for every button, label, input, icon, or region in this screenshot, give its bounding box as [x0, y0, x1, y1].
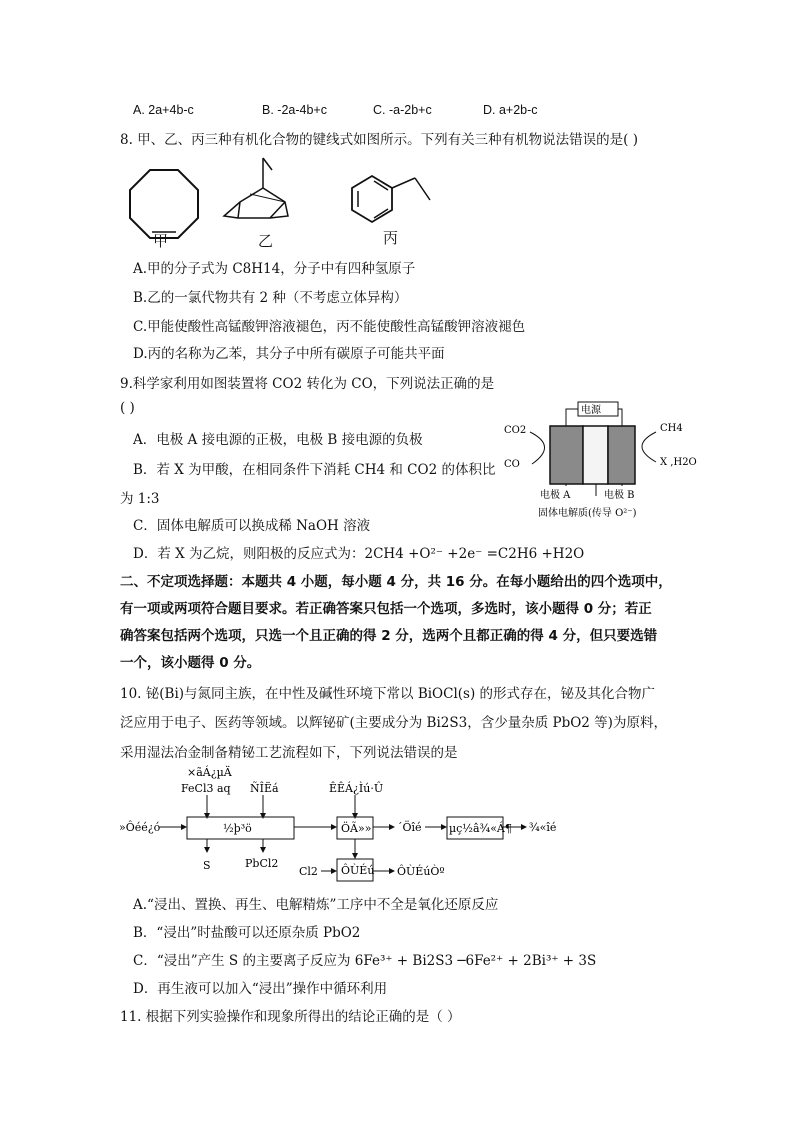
flow-cl2: Cl2 — [299, 865, 318, 878]
q8-option-d: D.丙的名称为乙苯，其分子中所有碳原子可能共平面 — [133, 346, 445, 362]
q9-option-b: B．若 X 为甲酸，在相同条件下消耗 CH4 和 CO2 的体积比 — [133, 462, 496, 478]
flow-s: S — [203, 859, 211, 872]
section2-line1: 二、不定项选择题：本题共 4 小题，每小题 4 分，共 16 分。在每小题给出的四个选项中， — [120, 574, 672, 590]
ch4-label: CH4 — [660, 423, 683, 434]
q10-line1: 10. 铋(Bi)与氮同主族，在中性及碱性环境下常以 BiOCl(s) 的形式存在，铋及其化合物广 — [120, 686, 656, 702]
power-label: 电源 — [581, 405, 601, 416]
q9-paren: ( ) — [120, 400, 135, 416]
flow-end: ¾«îé — [529, 821, 557, 834]
section2-line2: 有一项或两项符合题目要求。若正确答案只包括一个选项，多选时，该小题得 0 分；若正 — [120, 601, 652, 617]
q10-option-a: A.“浸出、置换、再生、电解精炼”工序中不全是氧化还原反应 — [133, 897, 499, 913]
q10-option-c: C．“浸出”产生 S 的主要离子反应为 6Fe³⁺ + Bi2S3 ─6Fe²⁺ + 2Bi³⁺ + 3S — [133, 953, 597, 969]
electrode-b — [608, 426, 635, 484]
label-yi: 乙 — [258, 232, 274, 250]
label-jia: 甲 — [153, 232, 169, 250]
q9-option-a: A．电极 A 接电源的正极，电极 B 接电源的负极 — [133, 432, 423, 448]
flow-top1: ×ãÁ¿µÄ — [187, 766, 232, 779]
section2-line3: 确答案包括两个选项，只选一个且正确的得 2 分，选两个且都正确的得 4 分，但只要选错 — [120, 628, 658, 644]
electrode-b-label: 电极 B — [604, 490, 635, 501]
electrolysis-diagram — [500, 398, 710, 523]
q9-option-c: C．固体电解质可以换成稀 NaOH 溶液 — [133, 518, 371, 534]
q9-stem: 9.科学家利用如图装置将 CO2 转化为 CO，下列说法正确的是 — [120, 376, 495, 392]
q10-option-b: B．“浸出”时盐酸可以还原杂质 PbO2 — [133, 925, 361, 941]
co2-label: CO2 — [504, 425, 527, 436]
q9-option-b-cont: 为 1:3 — [120, 491, 160, 507]
q8-option-c: C.甲能使酸性高锰酸钾溶液褪色，丙不能使酸性高锰酸钾溶液褪色 — [133, 319, 526, 335]
flow-start: »Ôéé¿ó — [119, 821, 161, 834]
solid-electrolyte — [583, 426, 608, 484]
q9-option-d: D．若 X 为乙烷，则阳极的反应式为：2CH4 +O²⁻ +2e⁻ =C2H6 +H2O — [133, 546, 585, 562]
electrode-a-label: 电极 A — [540, 490, 571, 501]
q7-option-d: D. a+2b-c — [483, 103, 538, 117]
x-h2o-label: X ,H2O — [660, 457, 697, 468]
q7-option-c: C. -a-2b+c — [373, 103, 432, 117]
co-label: CO — [504, 459, 520, 470]
section2-line4: 一个，该小题得 0 分。 — [120, 655, 261, 671]
flow-box4: ÔÙÉú — [341, 864, 375, 877]
flow-mid: ´Öîé — [397, 821, 422, 834]
q7-option-b: B. -2a-4b+c — [262, 103, 327, 117]
flow-top2: ÑÎËá — [250, 782, 279, 795]
q8-option-a: A.甲的分子式为 C8H14，分子中有四种氢原子 — [133, 261, 416, 277]
electrolyte-label: 固体电解质(传导 O²⁻) — [538, 508, 637, 519]
q7-option-a: A. 2a+4b-c — [133, 103, 194, 117]
q8-structures — [120, 150, 450, 250]
flow-box1: ½þ³ö — [223, 822, 252, 835]
flow-top3: ÊÊÁ¿Ìú·Û — [329, 782, 384, 795]
electrode-a — [550, 426, 583, 484]
flow-pbcl2: PbCl2 — [245, 857, 279, 870]
flow-box2: ÖÃ»» — [341, 822, 372, 835]
q8-option-b: B.乙的一氯代物共有 2 种（不考虑立体异构） — [133, 290, 408, 306]
q10-line2: 泛应用于电子、医药等领域。以辉铋矿(主要成分为 Bi2S3，含少量杂质 PbO2 等)为原料， — [120, 715, 667, 731]
flow-regen: ÔÙÉúÒº — [397, 865, 445, 878]
flow-chart — [115, 765, 595, 885]
flow-top1b: FeCl3 aq — [181, 782, 231, 795]
q10-line3: 采用湿法冶金制备精铋工艺流程如下，下列说法错误的是 — [120, 745, 458, 761]
q10-option-d: D．再生液可以加入“浸出”操作中循环利用 — [133, 981, 388, 997]
q11-stem: 11. 根据下列实验操作和现象所得出的结论正确的是（ ） — [120, 1009, 461, 1025]
label-bing: 丙 — [383, 229, 399, 247]
flow-box3: µç½â¾«Á¶ — [449, 822, 512, 835]
q8-stem: 8. 甲、乙、丙三种有机化合物的键线式如图所示。下列有关三种有机物说法错误的是( ) — [120, 132, 638, 148]
cyclooctene-ring — [130, 170, 198, 238]
